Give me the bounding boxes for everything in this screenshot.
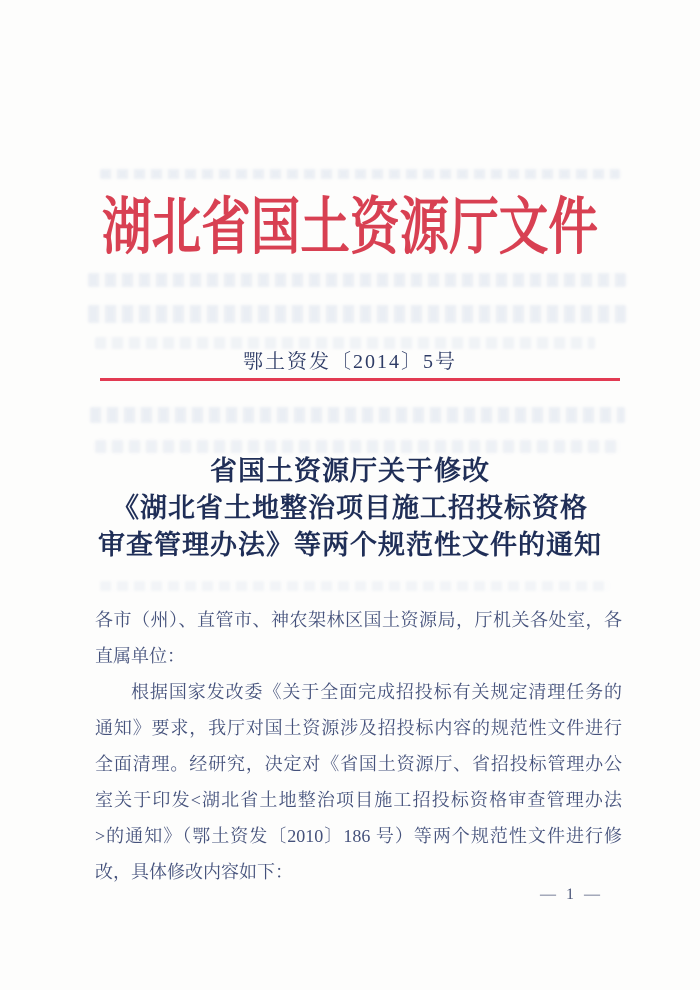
body-line: 全面清理。经研究，决定对《省国土资源厅、省招投标管理办公 (95, 754, 622, 774)
document-title (0, 453, 700, 564)
bleed-through-ghost-text (88, 273, 626, 287)
bleed-through-ghost-text (90, 407, 625, 423)
document-body (95, 602, 622, 890)
body-line: 通知》要求，我厅对国土资源涉及招投标内容的规范性文件进行 (95, 718, 622, 738)
body-line: 直属单位： (95, 646, 185, 666)
page-number: — 1 — (540, 886, 603, 903)
bleed-through-ghost-text (100, 169, 620, 179)
body-line: 室关于印发<湖北省土地整治项目施工招投标资格审查管理办法 (95, 790, 622, 810)
document-title-line-1: 省国土资源厅关于修改 (210, 456, 490, 486)
body-line: >的通知》（鄂土资发〔2010〕186 号）等两个规范性文件进行修 (95, 826, 622, 846)
letterhead-title: 湖北省国土资源厅文件 (101, 194, 599, 262)
bleed-through-ghost-text (95, 440, 620, 453)
body-line: 根据国家发改委《关于全面完成招投标有关规定清理任务的 (131, 682, 622, 702)
bleed-through-ghost-text (100, 581, 610, 591)
body-line: 改，具体修改内容如下： (95, 862, 293, 882)
document-number: 鄂土资发〔2014〕5号 (243, 351, 457, 373)
bleed-through-ghost-text (95, 337, 595, 349)
body-line: 各市（州）、直管市、神农架林区国土资源局，厅机关各处室，各 (95, 610, 622, 630)
document-title-line-2: 《湖北省土地整治项目施工招投标资格 (112, 493, 588, 523)
red-separator-line (100, 378, 620, 381)
bleed-through-ghost-text (88, 305, 626, 323)
document-title-line-3: 审查管理办法》等两个规范性文件的通知 (98, 530, 602, 560)
